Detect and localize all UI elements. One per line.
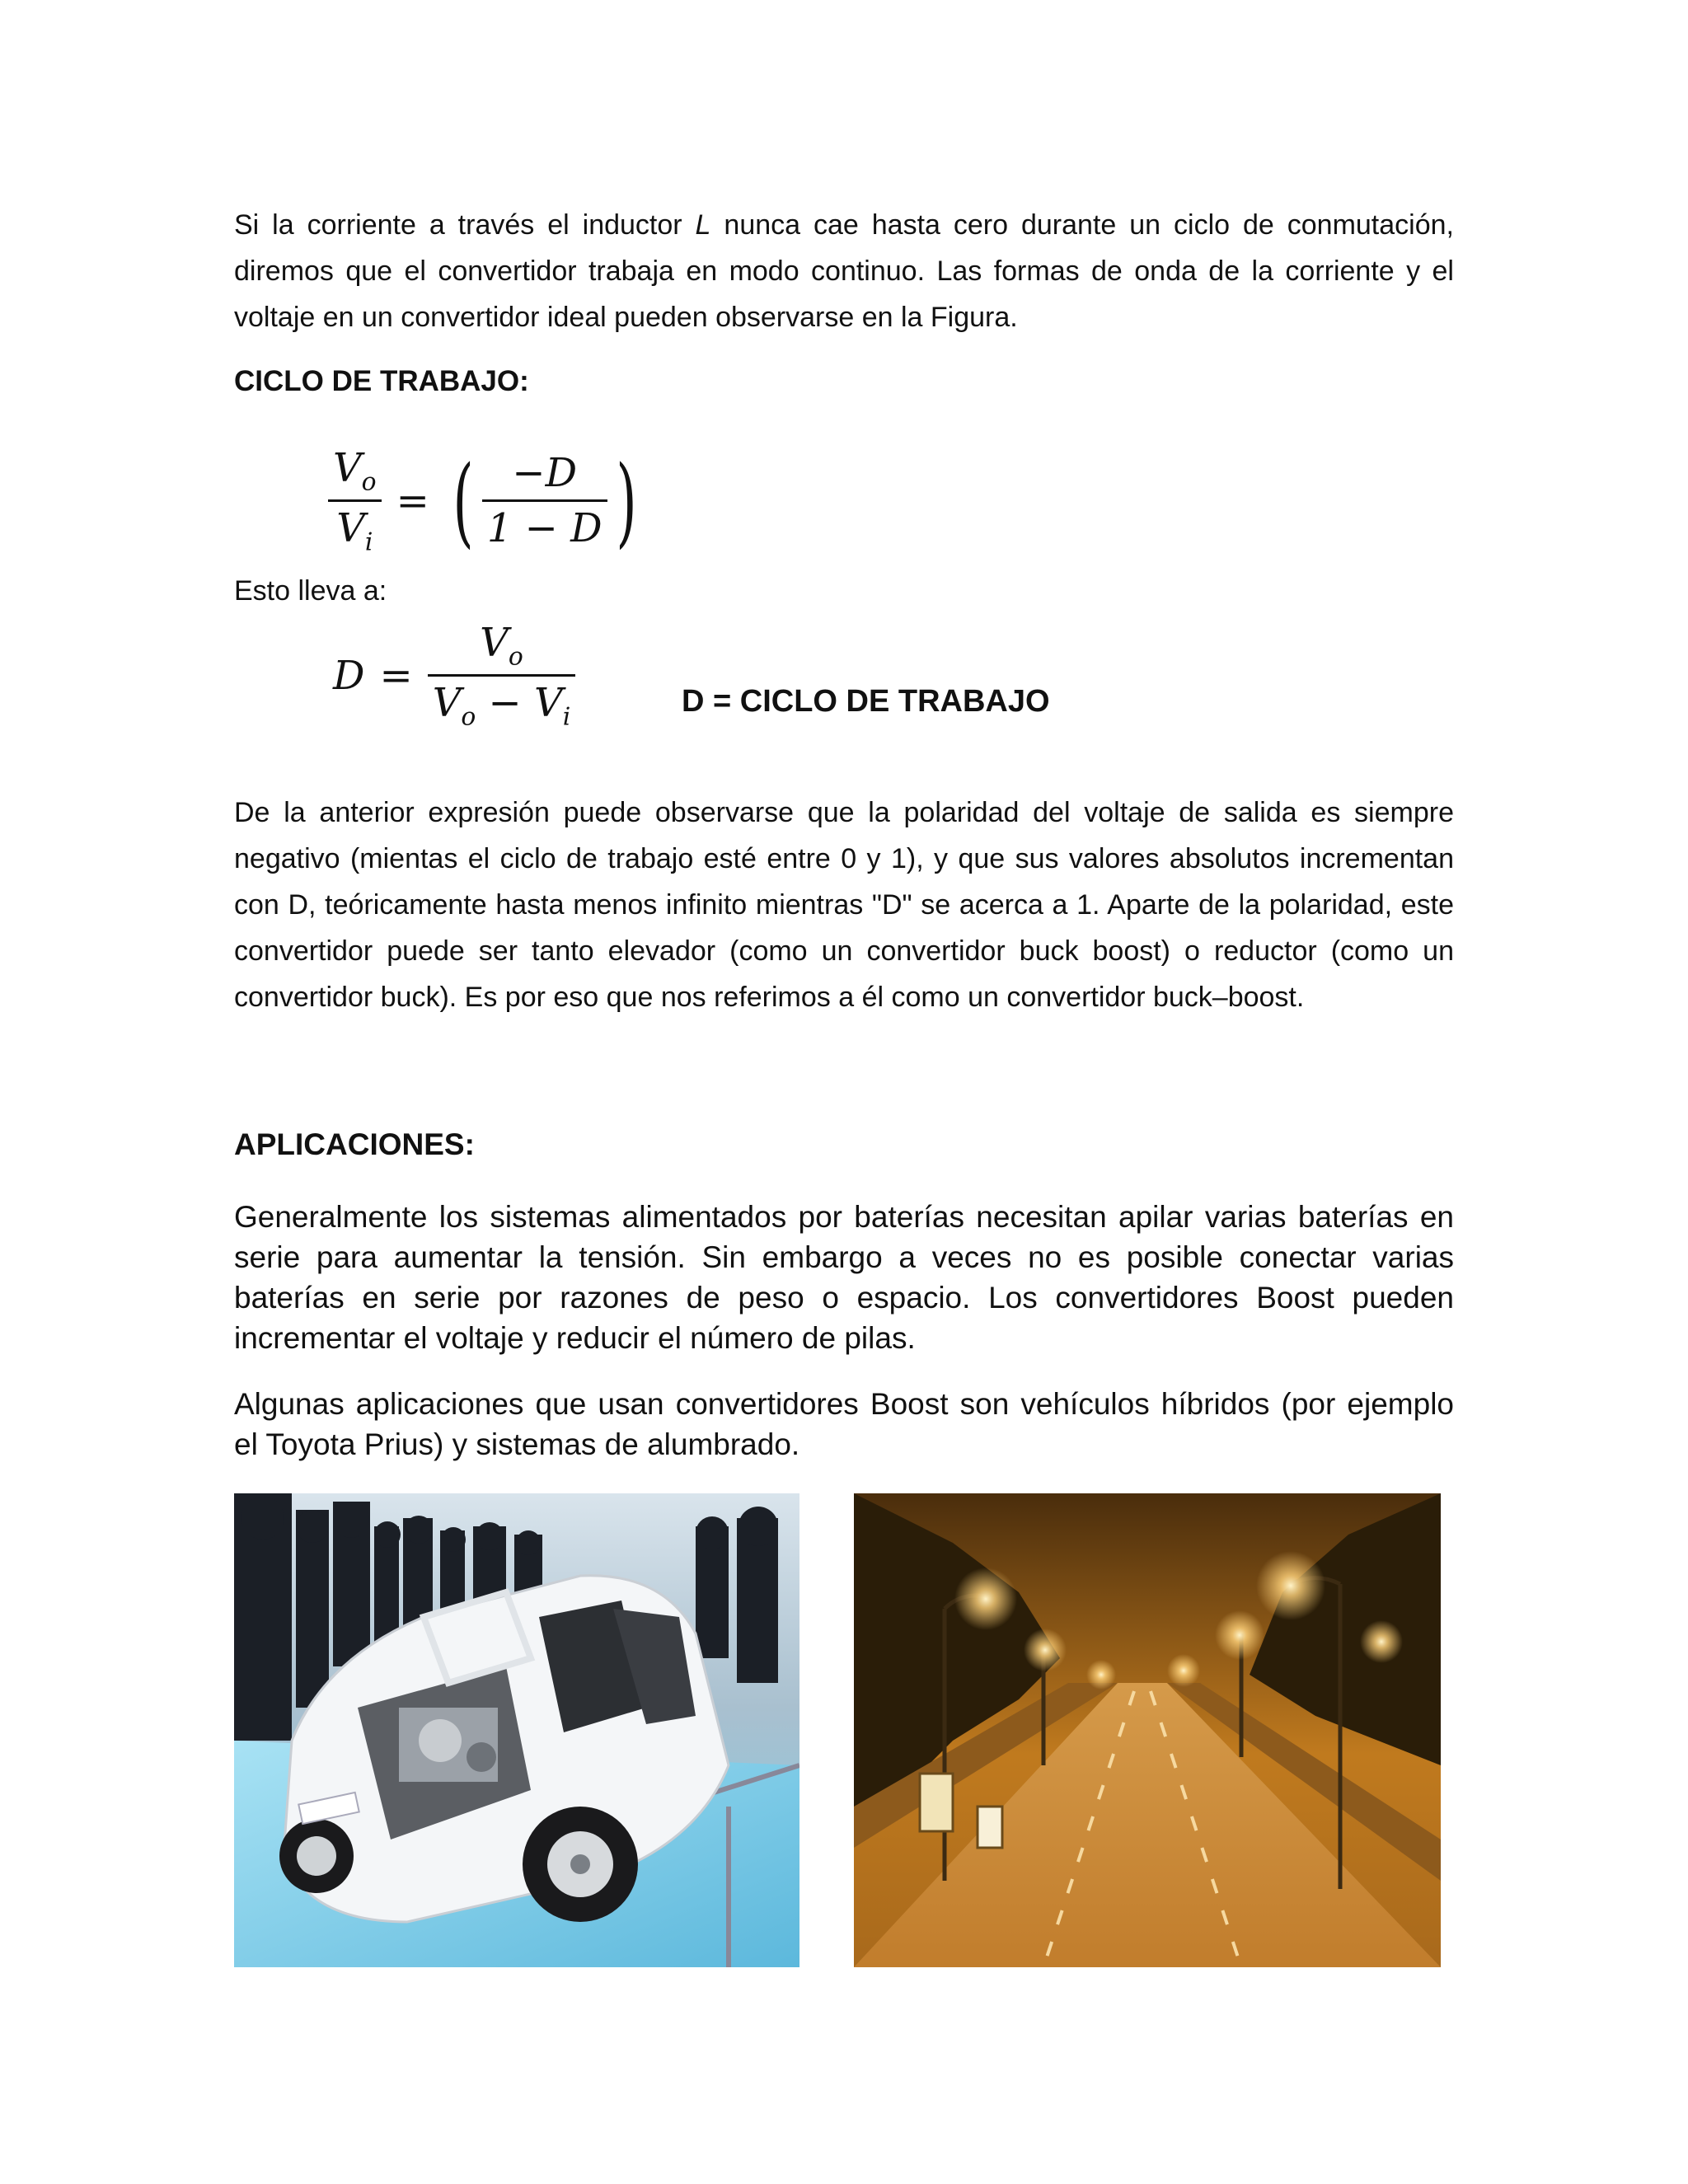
duty-cycle-heading: CICLO DE TRABAJO: <box>234 365 529 397</box>
d-fraction <box>482 450 607 551</box>
vo-symbol: V <box>333 445 362 491</box>
equals-sign: = <box>396 477 429 524</box>
minus-d: −D <box>512 450 578 497</box>
vi-subscript: i <box>364 527 373 557</box>
duty-fraction <box>428 620 576 732</box>
street-lighting-photo <box>854 1493 1441 1967</box>
applications-paragraph-2: Algunas aplicaciones que usan convertidores Boost son vehículos híbridos (por ejemplo el Toyota Prius) y sistemas de alumbrado. <box>234 1387 1454 1461</box>
right-paren: ) <box>615 443 637 558</box>
analysis-paragraph: De la anterior expresión puede observarse que la polaridad del voltaje de salida es siempre negativo (mientas el ciclo de trabajo esté entre 0 y 1), y que sus valores absolutos incrementan con D, teóricamente hasta menos infinito mientras "D" se acerca a 1. Aparte de la polaridad, este convertidor puede ser tanto elevador (como un convertidor buck boost) o reductor (como un convertidor buck). Es por eso que nos referimos a él como un convertidor buck–boost. <box>234 797 1454 1013</box>
d-symbol: D <box>333 652 365 699</box>
vo-subscript: o <box>361 467 377 497</box>
vo-symbol: V <box>480 620 509 666</box>
hybrid-car-photo <box>234 1493 799 1967</box>
equation-duty-ratio <box>328 445 645 557</box>
intro-text-start: Si la corriente a través el inductor <box>234 209 696 241</box>
street-lighting-image <box>854 1493 1441 1967</box>
equation-duty-cycle <box>333 620 575 732</box>
minus-sign: − <box>476 680 535 727</box>
vo-vi-fraction <box>328 445 382 557</box>
vi-symbol: V <box>336 505 365 552</box>
equals-sign: = <box>379 652 413 699</box>
applications-heading: APLICACIONES: <box>234 1127 475 1161</box>
left-paren: ( <box>452 443 474 558</box>
vo-subscript: o <box>461 702 476 732</box>
leads-to-label: Esto lleva a: <box>234 575 387 607</box>
vo-symbol: V <box>432 680 462 727</box>
duty-cycle-note: D = CICLO DE TRABAJO <box>682 684 1050 719</box>
one-minus-d: 1 − D <box>486 505 603 552</box>
intro-text-end: nunca cae hasta cero durante un ciclo de conmutación, diremos que el convertidor trabaja en modo continuo. Las formas de onda de la corriente y el voltaje en un convertidor ideal pueden observarse en la Figura. <box>234 209 1454 333</box>
vi-symbol: V <box>534 680 563 727</box>
vi-subscript: i <box>562 702 571 732</box>
applications-paragraph-1: Generalmente los sistemas alimentados por baterías necesitan apilar varias baterías en serie para aumentar la tensión. Sin embargo a veces no es posible conectar varias baterías en serie por razones de peso o espacio. Los convertidores Boost pueden incrementar el voltaje y reducir el número de pilas. <box>234 1200 1454 1355</box>
vo-subscript: o <box>508 642 523 672</box>
intro-paragraph <box>234 202 1454 340</box>
hybrid-car-image <box>234 1493 799 1967</box>
inductor-symbol: L <box>695 209 711 241</box>
